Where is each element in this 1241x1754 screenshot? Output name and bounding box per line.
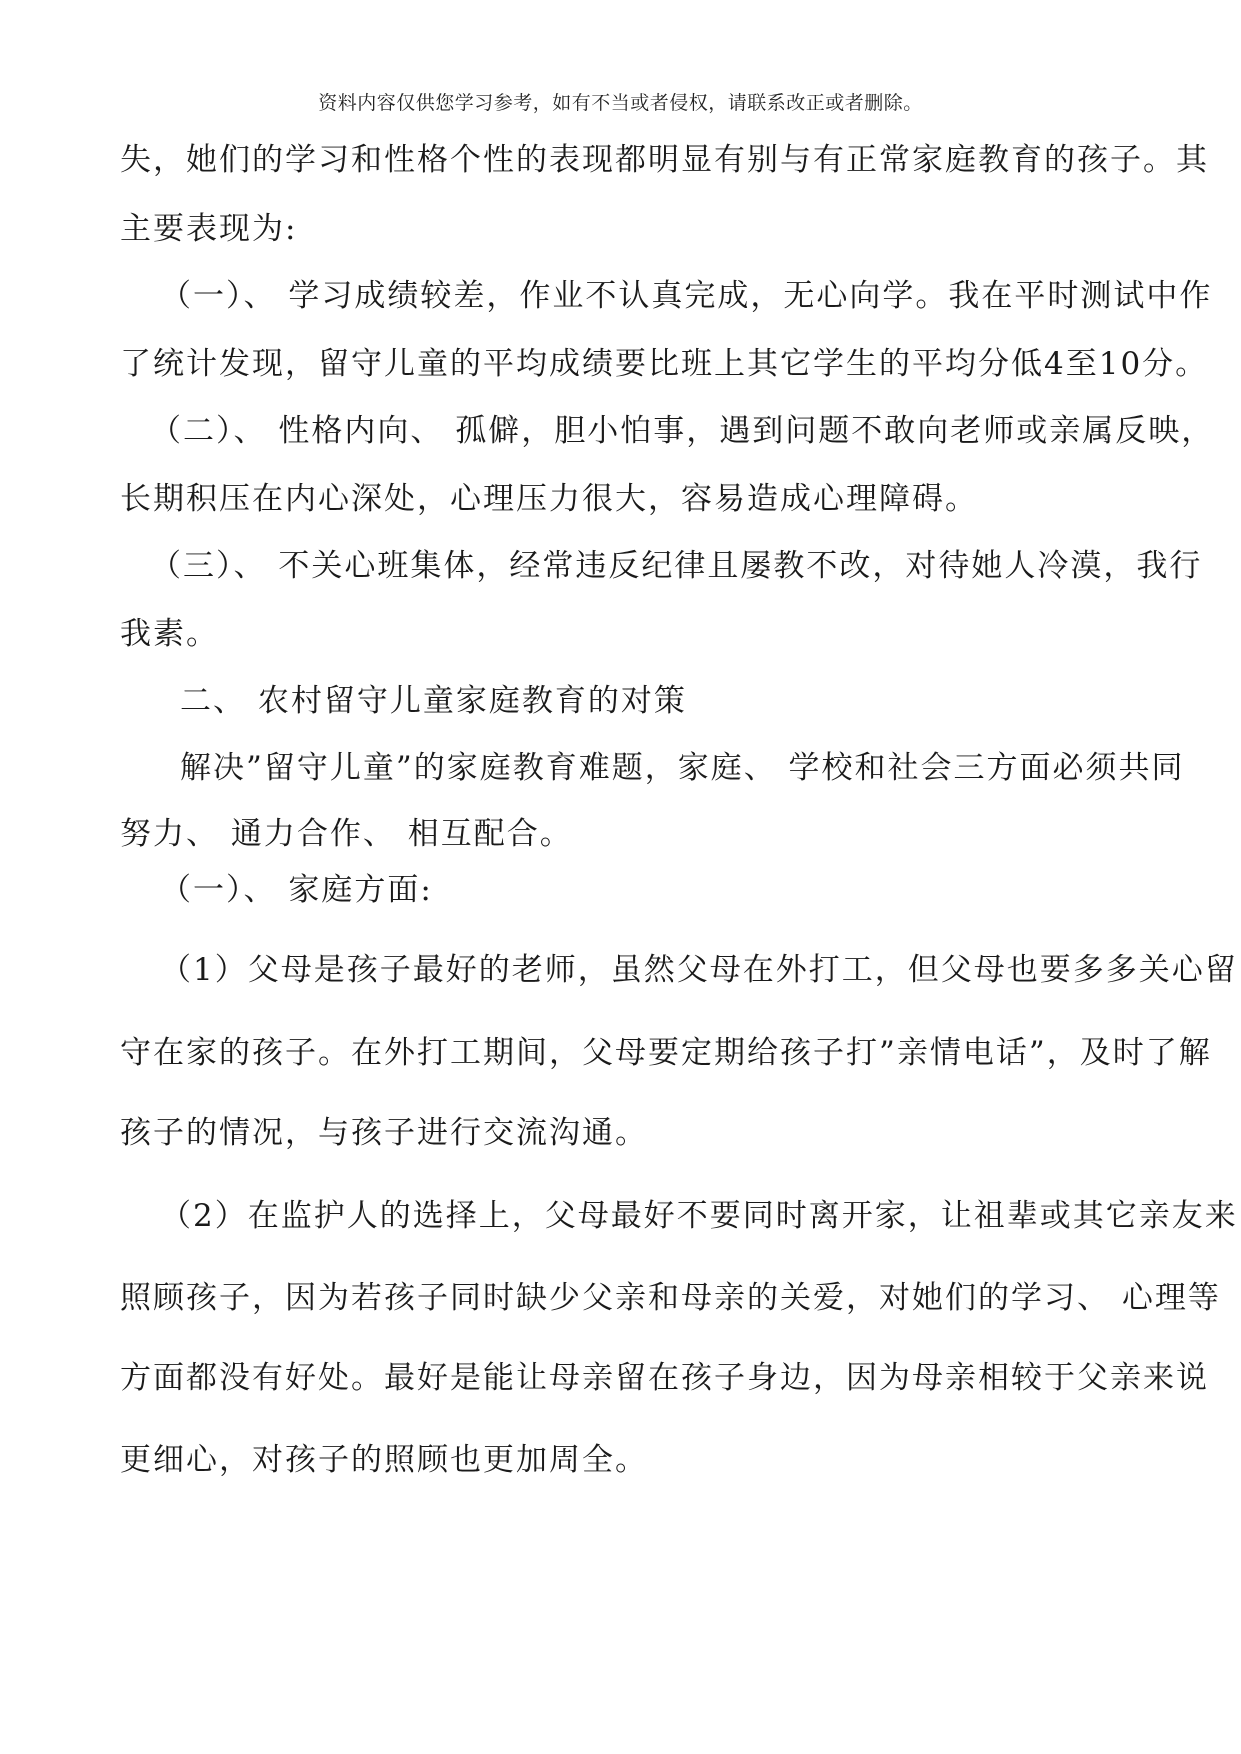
body-line-10: 解决”留守儿童”的家庭教育难题，家庭、 学校和社会三方面必须共同 xyxy=(180,750,1185,786)
body-line-8: 我素。 xyxy=(120,616,219,652)
body-line-7: （三）、 不关心班集体，经常违反纪律且屡教不改，对待她人冷漠，我行 xyxy=(150,548,1203,584)
body-line-3: （一）、 学习成绩较差，作业不认真完成，无心向学。我在平时测试中作 xyxy=(160,278,1213,314)
body-line-15: 孩子的情况，与孩子进行交流沟通。 xyxy=(120,1115,648,1151)
body-line-19: 更细心，对孩子的照顾也更加周全。 xyxy=(120,1442,648,1478)
body-line-13: （1）父母是孩子最好的老师，虽然父母在外打工，但父母也要多多关心留 xyxy=(160,952,1238,988)
body-line-11: 努力、 通力合作、 相互配合。 xyxy=(120,816,573,852)
body-line-1: 失，她们的学习和性格个性的表现都明显有别与有正常家庭教育的孩子。其 xyxy=(120,142,1209,178)
body-line-18: 方面都没有好处。最好是能让母亲留在孩子身边，因为母亲相较于父亲来说 xyxy=(120,1360,1209,1396)
body-line-6: 长期积压在内心深处，心理压力很大，容易造成心理障碍。 xyxy=(120,481,978,517)
section-heading: 二、 农村留守儿童家庭教育的对策 xyxy=(180,683,687,719)
subsection-heading: （一）、 家庭方面: xyxy=(160,872,433,908)
body-line-2: 主要表现为: xyxy=(120,211,298,247)
document-header-note: 资料内容仅供您学习参考，如有不当或者侵权，请联系改正或者删除。 xyxy=(318,92,923,114)
body-line-14: 守在家的孩子。在外打工期间，父母要定期给孩子打”亲情电话”，及时了解 xyxy=(120,1035,1212,1071)
body-line-4: 了统计发现，留守儿童的平均成绩要比班上其它学生的平均分低4至10分。 xyxy=(120,346,1209,382)
body-line-17: 照顾孩子，因为若孩子同时缺少父亲和母亲的关爱，对她们的学习、 心理等 xyxy=(120,1280,1221,1316)
body-line-5: （二）、 性格内向、 孤僻，胆小怕事，遇到问题不敢向老师或亲属反映， xyxy=(150,413,1215,449)
body-line-16: （2）在监护人的选择上，父母最好不要同时离开家，让祖辈或其它亲友来 xyxy=(160,1198,1238,1234)
